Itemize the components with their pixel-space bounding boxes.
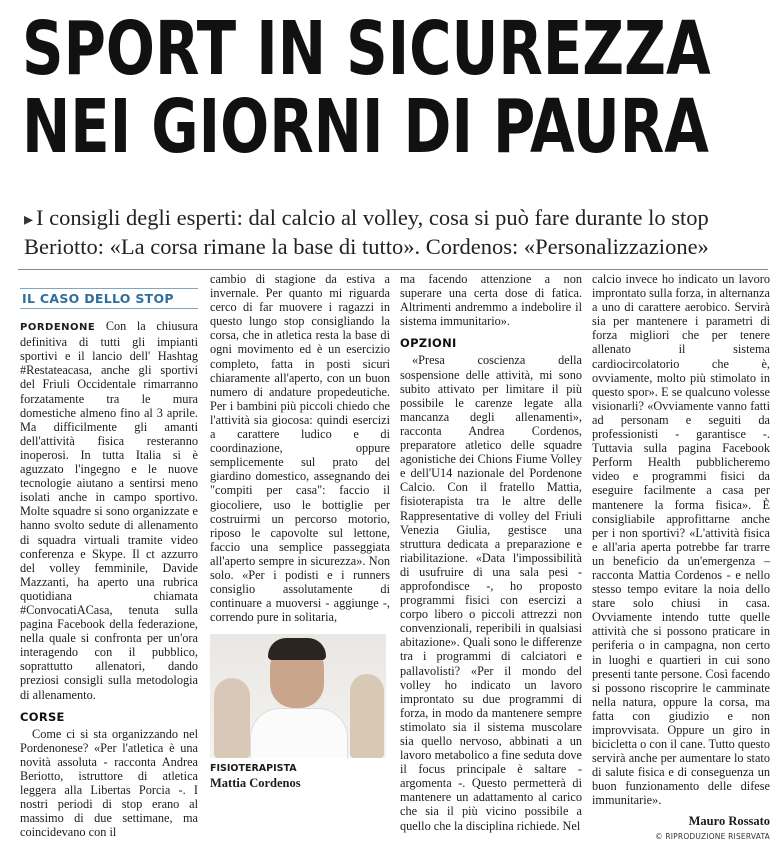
headline [22,6,711,170]
article-column-2 [210,272,390,791]
headline-line-1: SPORT IN SICUREZZA [22,6,711,92]
body-paragraph: Come ci si sta organizzando nel Pordenonese? «Per l'atletica è una novità assoluta - racconta Andrea Beriotto, istruttore di atletica leggera alla Libertas Porcia -. I nostri periodi di stop erano al massimo di due settimane, ma coincidevano con il [20,726,198,840]
section-heading-opzioni: OPZIONI [400,336,457,351]
background-person [350,674,384,758]
background-person [214,678,250,758]
section-kicker: IL CASO DELLO STOP [20,288,198,309]
copyright-notice: © RIPRODUZIONE RISERVATA [655,831,770,841]
body-paragraph: «Presa coscienza della sospensione delle attività, mi sono subito attivato per limitare il più possibile le carenze legate alla mancanza degli allenamenti», racconta Andrea Cordenos, preparatore atletico delle squadre agonistiche dei Chions Fiume Volley e dell'U14 nazionale del Pordenone Calcio. Con il fratello Mattia, fisioterapista tra le altre delle Rappresentative di volley del Friuli Venezia Giulia, gestisce una struttura dedicata a preparazione e riabilitazione. «Data l'impossibilità di usufruire di una sala pesi - approfondisce -, ho proposto programmi fisici con esercizi a corpo libero o piccoli attrezzi non convenzionali, reperibili in qualsiasi abitazione». Quali sono le differenze tra i programmi di calciatori e pallavolisti? «Per il mondo del volley ho indicato un lavoro improntato su due programmi di forza, in modo da mantenere sempre stimolato sia il sistema muscolare sia quello nervoso, abbinati a un lavoro metabolico a fine seduta dove il focus principale è saltare - argomenta -. Questo permetterà di mantenere un adattamento al carico che sia il più vicino possibile a quello che la disciplina richiede. Nel [400,353,582,833]
header-divider [18,269,768,270]
dateline: PORDENONE [20,322,96,334]
triangle-bullet-icon: ▸ [24,209,34,229]
subhead-line-2: Beriotto: «La corsa rimane la base di tutto». Cordenos: «Personalizzazione» [24,234,709,259]
photo-caption-name: Mattia Cordenos [210,776,301,791]
article-column-1 [20,272,198,839]
person-torso [250,708,348,758]
article-column-4 [592,272,770,844]
byline: Mauro Rossato [688,813,770,828]
headline-line-2: NEI GIORNI DI PAURA [22,84,709,170]
portrait-photo [210,634,386,758]
section-heading-corse: CORSE [20,709,65,724]
subheadline [24,204,769,260]
paragraph-text: Con la chiusura definitiva di tutti gli impianti sportivi e il lancio dell' Hashtag #Restateacasa, anche gli sportivi del Friuli Occidentale rimarranno forzatamente tra le mura domestiche almeno fino al 3 aprile. Ma difficilmente gli amanti dell'attività fisica resteranno inoperosi. In tutta Italia si è aguzzato l'ingegno e le nuove tecnologie aiutano a sentirsi meno isolati anche in campo sportivo. Molte squadre si sono organizzate e hanno svolto sedute di allenamento di squadra virtuali tramite video conferenza e Skype. Il ct azzurro del volley femminile, Davide Mazzanti, ha aperto una rubrica quotidiana chiamata #ConvocatiACasa, tenuta sulla pagina Facebook della federazione, nella quale si confronta per un'ora interagendo con il pubblico, soprattutto allenatori, dando preziosi consigli sulla metodologia di allenamento. [20,319,198,702]
body-paragraph: ma facendo attenzione a non superare una certa dose di fatica. Altrimenti andremmo a indebolire il sistema immunitario». [400,272,582,329]
article-column-3 [400,272,582,833]
body-paragraph [20,319,198,702]
subhead-line-1: I consigli degli esperti: dal calcio al volley, cosa si può fare durante lo stop [36,205,709,230]
person-hair [268,638,326,660]
body-paragraph: calcio invece ho indicato un lavoro improntato sulla forza, in alternanza a uno di carattere aerobico. Servirà sia per mantenere i parametri di forza migliori che per tenere allenato il sistema cardiocircolatorio che è, ovviamente, molto più stimolato in questo spor». E se qualcuno volesse visionarli? «Ovviamente vanno fatti ad personam e seguiti da professionisti - garantisce -. Tuttavia sulla pagina Facebook Perform Health pubblicheremo video e programmi fisici da eseguire facilmente a casa per mantenere la forma fisica». È consigliabile approfittarne anche per i non sportivi? «L'attività fisica e all'aria aperta potrebbe far trarre un beneficio da un'emergenza – racconta Mattia Cordenos - e nello stesso tempo evitare la noia dello stare solo chiusi in casa. Ovviamente intendo tutte quelle attività che si possono praticare in periferia o in campagna, non certo in luoghi e quartieri in cui sono presenti tante persone. Così facendo si possono riscoprire le camminate nella natura, oppure la corsa, ma fatta con giudizio e non improvvisata. Oppure un giro in bicicletta o con il cane. Tutto questo servirà anche per aumentare lo stato di salute fisica e di conseguenza un buon funzionamento delle difese immunitarie». [592,272,770,808]
body-paragraph: cambio di stagione da estiva a invernale. Per quanto mi riguarda cerco di far muovere i ragazzi in questo lungo stop consigliando la corsa, che in atletica resta la base di ogni movimento ed è un esercizio completo, fatta in posti sicuri chiaramente all'aperto, con un buon numero di andature propedeutiche. Per i bambini più piccoli chiedo che l'attività sia giocosa: quindi esercizi a carattere ludico e di coordinazione, oppure semplicemente sul prato del giardino domestico, assegnando dei "compiti per casa": faccio il giocoliere, uso le bottiglie per costruirmi un percorso motorio, riposo le capovolte sul lettone, faccio una semplice passeggiata all'aperto sempre in sicurezza». Non solo. «Per i podisti e i runners consiglio assolutamente di continuare a muoversi - aggiunge -, correndo pure in solitaria, [210,272,390,625]
photo-caption-role: FISIOTERAPISTA [210,763,297,775]
